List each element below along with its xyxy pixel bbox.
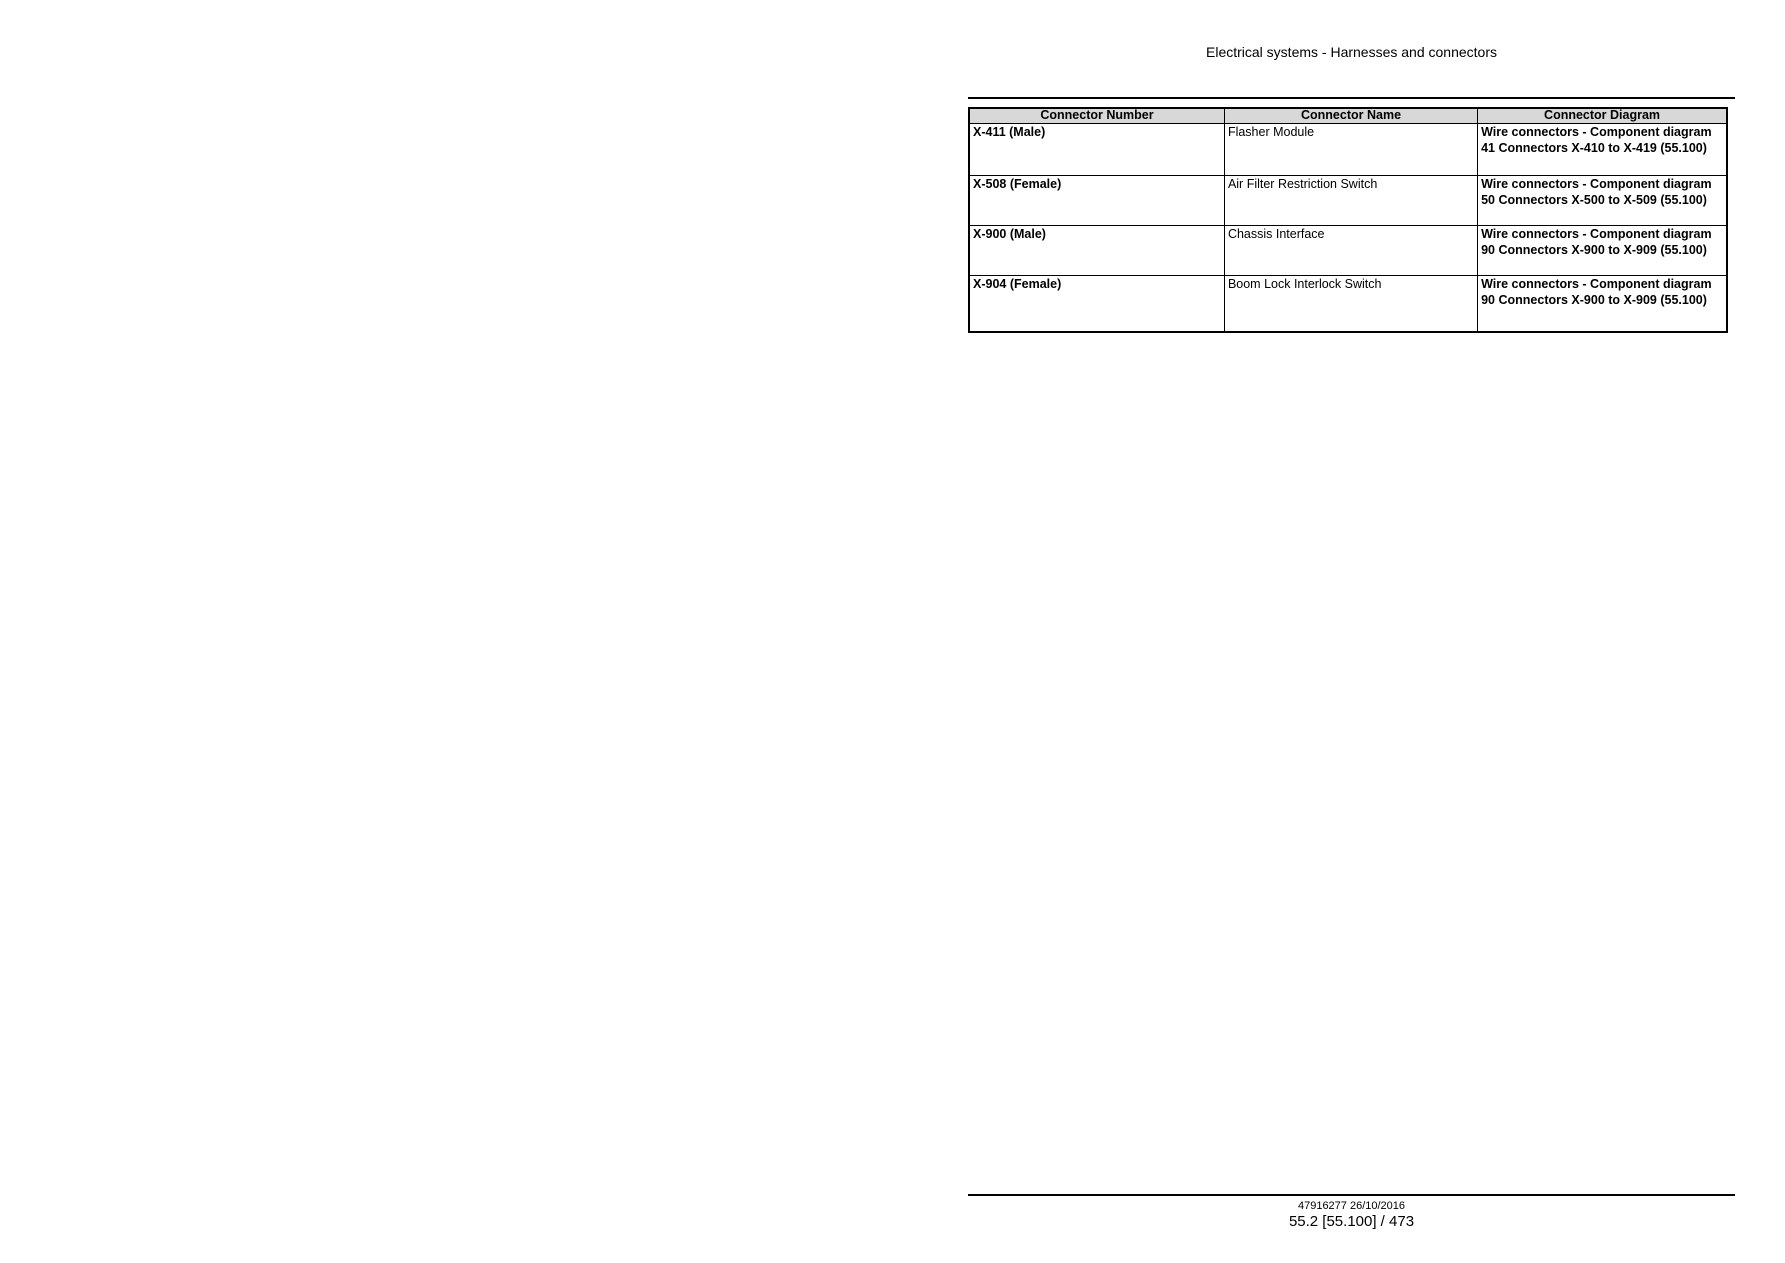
footer-doc-number: 47916277 26/10/2016 bbox=[1297, 1200, 1406, 1212]
connector-name-cell: Boom Lock Interlock Switch bbox=[1224, 276, 1477, 332]
footer-page-number: 55.2 [55.100] / 473 bbox=[1288, 1213, 1415, 1230]
connector-number-cell: X-508 (Female) bbox=[969, 176, 1224, 226]
table-row bbox=[969, 124, 1727, 176]
connector-name-cell: Air Filter Restriction Switch bbox=[1224, 176, 1477, 226]
connector-diagram-cell: Wire connectors - Component diagram 90 Connectors X-900 to X-909 (55.100) bbox=[1478, 226, 1727, 276]
table-header-row bbox=[969, 108, 1727, 124]
connector-number-cell: X-904 (Female) bbox=[969, 276, 1224, 332]
connector-table bbox=[968, 107, 1728, 333]
table-row bbox=[969, 176, 1727, 226]
footer-rule bbox=[968, 1194, 1735, 1196]
column-header-connector-number: Connector Number bbox=[969, 108, 1224, 124]
table-row bbox=[969, 276, 1727, 332]
connector-name-cell: Flasher Module bbox=[1224, 124, 1477, 176]
page-header-title: Electrical systems - Harnesses and connectors bbox=[1206, 44, 1497, 60]
header-rule bbox=[968, 97, 1735, 99]
column-header-connector-diagram: Connector Diagram bbox=[1478, 108, 1727, 124]
connector-diagram-cell: Wire connectors - Component diagram 50 Connectors X-500 to X-509 (55.100) bbox=[1478, 176, 1727, 226]
column-header-connector-name: Connector Name bbox=[1224, 108, 1477, 124]
connector-diagram-cell: Wire connectors - Component diagram 90 Connectors X-900 to X-909 (55.100) bbox=[1478, 276, 1727, 332]
connector-number-cell: X-900 (Male) bbox=[969, 226, 1224, 276]
connector-diagram-cell: Wire connectors - Component diagram 41 Connectors X-410 to X-419 (55.100) bbox=[1478, 124, 1727, 176]
connector-number-cell: X-411 (Male) bbox=[969, 124, 1224, 176]
connector-name-cell: Chassis Interface bbox=[1224, 226, 1477, 276]
table-row bbox=[969, 226, 1727, 276]
